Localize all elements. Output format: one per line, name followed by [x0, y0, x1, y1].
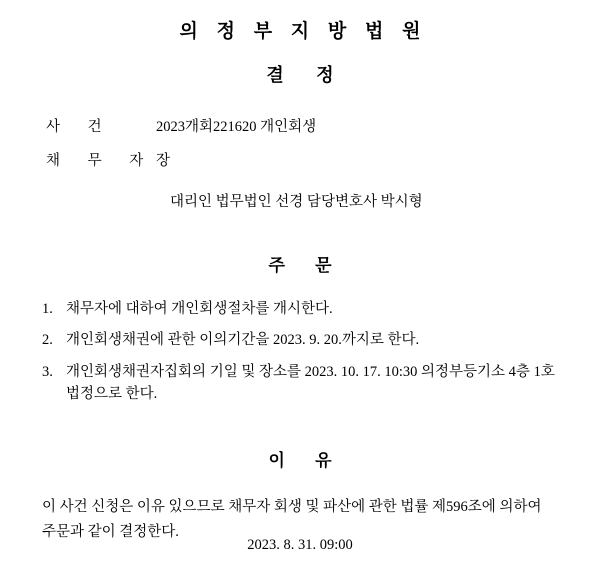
list-item: [42, 329, 558, 351]
reason-heading: 이 유: [268, 450, 345, 470]
debtor-row: [42, 149, 558, 170]
debtor-value: 장: [156, 153, 171, 169]
order-item-number: 2.: [42, 332, 53, 349]
attorney-line: 대리인 법무법인 선경 담당변호사 박시형: [170, 194, 423, 210]
document-page: [0, 16, 600, 578]
document-type-heading: 결 정: [266, 65, 348, 85]
case-meta-block: [42, 115, 558, 211]
case-row: [42, 115, 558, 136]
case-label: 사 건: [46, 119, 114, 135]
reason-line-2: 주문과 같이 결정한다.: [42, 524, 179, 541]
order-item-text: 채무자에 대하여 개인회생절차를 개시한다.: [66, 301, 333, 317]
court-title: 의 정 부 지 방 법 원: [179, 21, 428, 42]
reason-line-1: 이 사건 신청은 이유 있으므로 채무자 회생 및 파산에 관한 법률 제596조에 의하여: [42, 498, 542, 515]
decision-date: 2023. 8. 31. 09:00: [247, 537, 353, 553]
case-value: 2023개회221620 개인회생: [156, 119, 317, 135]
order-item-text: 개인회생채권자집회의 기일 및 장소를 2023. 10. 17. 10:30 의정부등기소 4층 1호 법정으로 한다.: [66, 363, 555, 403]
debtor-label: 채 무 자: [46, 153, 156, 169]
list-item: [42, 298, 558, 320]
list-item: [42, 361, 558, 406]
order-item-number: 3.: [42, 363, 53, 380]
order-list: [42, 298, 558, 406]
order-item-number: 1.: [42, 301, 53, 317]
order-item-text: 개인회생채권에 관한 이의기간을 2023. 9. 20.까지로 한다.: [66, 332, 420, 349]
order-heading: 주 문: [268, 256, 345, 275]
